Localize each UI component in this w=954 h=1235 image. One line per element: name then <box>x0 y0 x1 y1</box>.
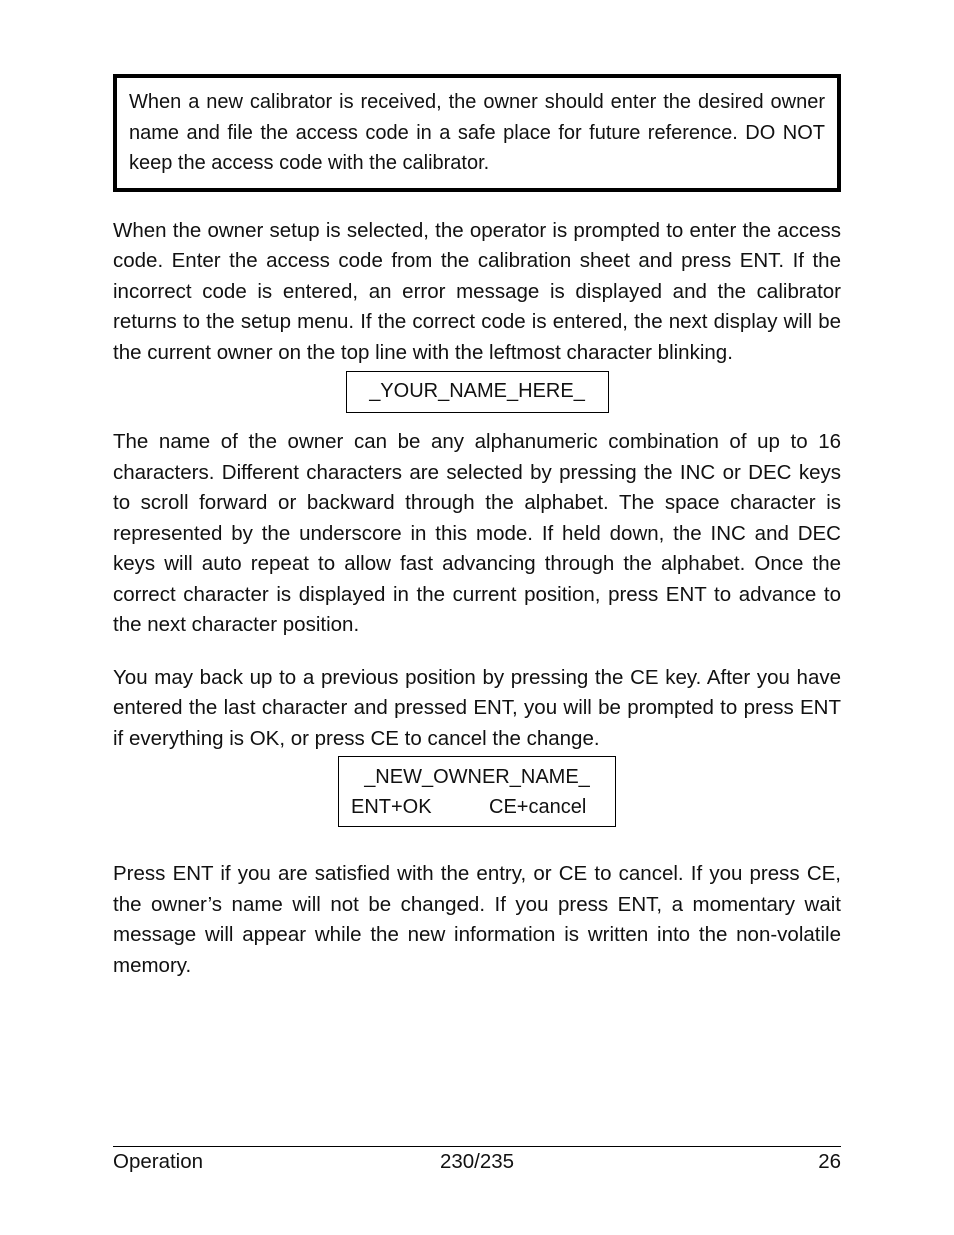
lcd-line-1: _YOUR_NAME_HERE_ <box>369 380 585 402</box>
lcd-line-1: _NEW_OWNER_NAME_ <box>364 766 590 788</box>
lcd-ok-option: ENT+OK <box>351 796 432 818</box>
footer-section: Operation <box>113 1150 204 1173</box>
paragraph-owner-setup: When the owner setup is selected, the operator is prompted to enter the access code. Enter the access code from the calibration sheet and press ENT. If the incorrect code is entered, an error message is displayed and the calibrator returns to the setup menu. If the correct code is entered, the next display will be the current owner on the top line with the leftmost character blinking. <box>113 218 841 364</box>
page-footer <box>113 1146 841 1175</box>
page-content <box>113 74 841 981</box>
paragraph-back-up: You may back up to a previous position by pressing the CE key. After you have entered the last character and pressed ENT, you will be prompted to press ENT if everything is OK, or press CE to cancel the change. <box>113 665 841 750</box>
paragraph-owner-name: The name of the owner can be any alphanumeric combination of up to 16 characters. Different characters are selected by pressing the INC or DEC keys to scroll forward or backward through the alphabet. The space character is represented by the underscore in this mode. If held down, the INC and DEC keys will auto repeat to allow fast advancing through the alphabet. Once the correct character is displayed in the current position, press ENT to advance to the next character position. <box>113 430 841 636</box>
lcd-line-2 <box>351 792 603 822</box>
note-text: When a new calibrator is received, the owner should enter the desired owner name and file the access code in a safe place for future reference. DO NOT keep the access code with the calibrator. <box>129 91 825 174</box>
footer-model: 230/235 <box>439 1150 515 1173</box>
paragraph-confirm: Press ENT if you are satisfied with the entry, or CE to cancel. If you press CE, the owner’s name will not be changed. If you press ENT, a momentary wait message will appear while the new information is written into the non-volatile memory. <box>113 862 841 977</box>
footer-page-number: 26 <box>818 1150 841 1173</box>
note-box <box>113 74 841 192</box>
lcd-cancel-option: CE+cancel <box>489 796 587 818</box>
lcd-display-current-owner <box>346 371 609 413</box>
lcd-display-new-owner <box>338 756 616 827</box>
